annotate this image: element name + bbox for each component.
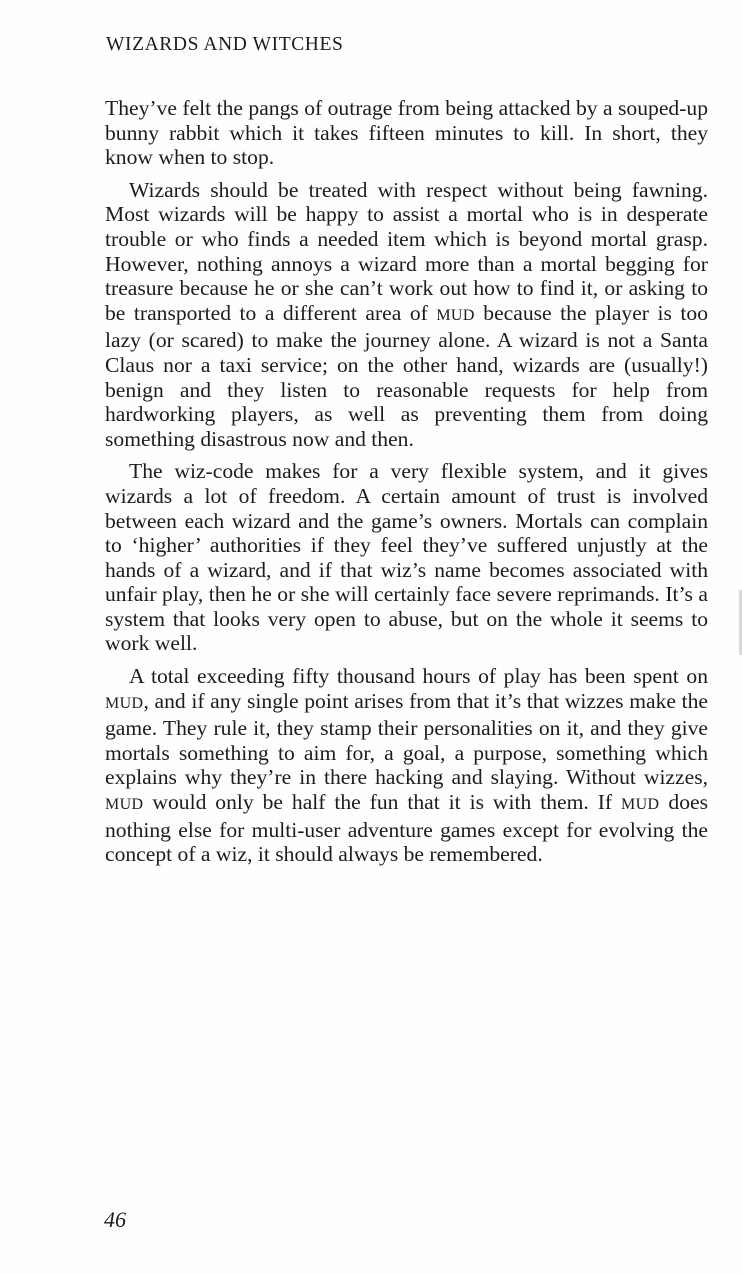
- body-text: [105, 96, 708, 875]
- running-head: WIZARDS AND WITCHES: [106, 34, 344, 55]
- paragraph: [105, 664, 708, 867]
- paragraph: [105, 459, 708, 656]
- paragraph: [105, 96, 708, 170]
- text-run: The wiz-code makes for a very flexible system, and it gives wizards a lot of freedom. A certain amount of trust is involved between each wizard and the game’s owners. Mortals can complain to ‘higher’ authorities if they feel they’ve suffered unjustly at the hands of a wizard, and if that wiz’s name becomes associated with unfair play, then he or she will certainly face severe reprimands. It’s a system that looks very open to abuse, but on the whole it seems to work well.: [105, 459, 708, 656]
- small-caps-mud: MUD: [621, 796, 660, 814]
- text-run: does nothing else for multi-user adventure games except for evolving the concept of a wiz, it should always be remembered.: [105, 790, 708, 867]
- text-run: Wizards should be treated with respect without being fawning. Most wizards will be happy to assist a mortal who is in desperate trouble or who finds a needed item which is beyond mortal grasp. However, nothing annoys a wizard more than a mortal begging for treasure because he or she can’t work out how to find it, or asking to be transported to a different area of: [105, 177, 708, 325]
- small-caps-mud: MUD: [105, 796, 144, 814]
- text-run: would only be half the fun that it is with them. If: [143, 790, 622, 815]
- paragraph: [105, 178, 708, 452]
- small-caps-mud: MUD: [105, 694, 144, 712]
- page-number: 46: [104, 1207, 126, 1232]
- text-run: because the player is too lazy (or scared) to make the journey alone. A wizard is not a Santa Claus nor a taxi service; on the other hand, wizards are (usually!) benign and they listen to reasonable requests for help from hardworking players, as well as preventing them from doing something disastrous now and then.: [105, 300, 708, 451]
- text-run: A total exceeding fifty thousand hours of play has been spent on: [129, 664, 708, 689]
- small-caps-mud: MUD: [436, 306, 475, 324]
- text-run: , and if any single point arises from that it’s that wizzes make the game. They rule it, they stamp their personalities on it, and they give mortals something to aim for, a goal, a purpose, something which explains why they’re in there hacking and slaying. Without wizzes,: [105, 688, 708, 790]
- text-run: They’ve felt the pangs of outrage from being attacked by a souped-up bunny rabbit which it takes fifteen minutes to kill. In short, they know when to stop.: [105, 96, 708, 170]
